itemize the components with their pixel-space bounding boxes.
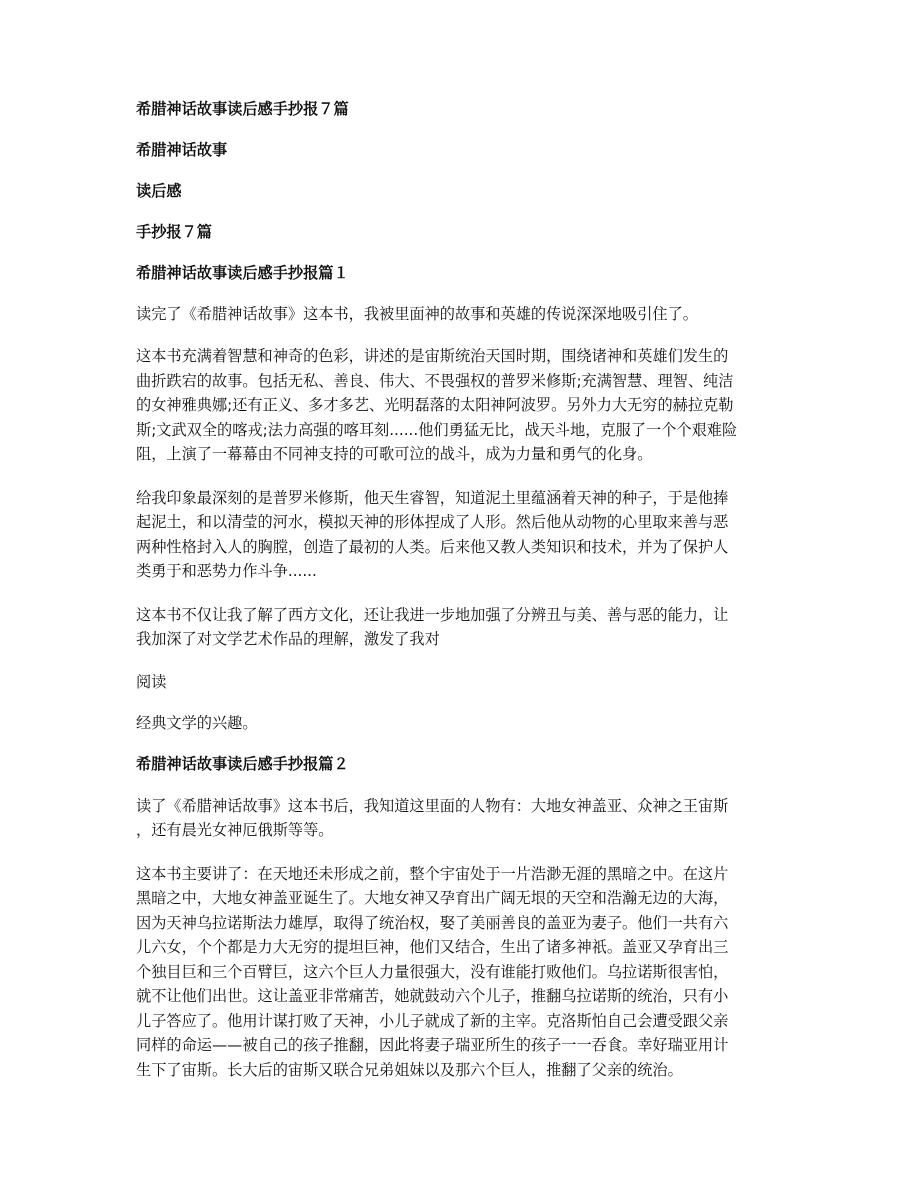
section-1-paragraph-1: 读完了《希腊神话故事》这本书，我被里面神的故事和英雄的传说深深地吸引住了。	[136, 305, 698, 323]
section-1-paragraph-4	[136, 603, 786, 652]
paragraph-line: 阻，上演了一幕幕由不同神支持的可歌可泣的战斗，成为力量和勇气的化身。	[136, 445, 653, 463]
paragraph-line: 我加深了对文学艺术作品的理解，激发了我对	[136, 630, 440, 648]
section-1-paragraph-5: 阅读	[136, 672, 167, 691]
paragraph-line: 斯;文武双全的喀戎;法力高强的喀耳刻......他们勇猛无比，战天斗地，克服了一个个艰难险	[136, 420, 738, 439]
paragraph-line: 就不让他们出世。这让盖亚非常痛苦，她就鼓动六个儿子，推翻乌拉诺斯的统治，只有小	[136, 987, 729, 1005]
paragraph-line: 因为天神乌拉诺斯法力雄厚，取得了统治权，娶了美丽善良的盖亚为妻子。他们一共有六	[136, 913, 729, 932]
paragraph-line: 这本书不仅让我了解了西方文化，还让我进一步地加强了分辨丑与美、善与恶的能力，让	[136, 605, 729, 624]
heading-review: 读后感	[136, 182, 182, 200]
document-page	[136, 98, 786, 1101]
heading-handwritten-report: 手抄报７篇	[136, 223, 212, 241]
section-1-paragraph-6: 经典文学的兴趣。	[136, 713, 258, 732]
paragraph-line: 类勇于和恶势力作斗争......	[136, 562, 317, 580]
paragraph-line: 的女神雅典娜;还有正义、多才多艺、光明磊落的太阳神阿波罗。另外力大无穷的赫拉克勒	[136, 396, 734, 414]
section-2-title: 希腊神话故事读后感手抄报篇２	[136, 754, 349, 773]
section-1-paragraph-2	[136, 344, 786, 467]
section-1-title: 希腊神话故事读后感手抄报篇１	[136, 264, 349, 282]
paragraph-line: 黑暗之中，大地女神盖亚诞生了。大地女神又孕育出广阔无垠的天空和浩瀚无边的大海，	[136, 889, 729, 907]
paragraph-line: 读了《希腊神话故事》这本书后，我知道这里面的人物有：大地女神盖亚、众神之王宙斯	[136, 796, 729, 815]
document-title: 希腊神话故事读后感手抄报７篇	[136, 100, 349, 118]
heading-greek-myths: 希腊神话故事	[136, 141, 228, 159]
paragraph-line: 儿六女，个个都是力大无穷的提坦巨神，他们又结合，生出了诸多神祇。盖亚又孕育出三	[136, 938, 729, 956]
paragraph-line: 给我印象最深刻的是普罗米修斯，他天生睿智，知道泥土里蕴涵着天神的种子，于是他捧	[136, 488, 729, 507]
section-2-paragraph-1	[136, 794, 786, 843]
section-2-paragraph-2	[136, 862, 786, 1083]
paragraph-line: 同样的命运——被自己的孩子推翻，因此将妻子瑞亚所生的孩子一一吞食。幸好瑞亚用计	[136, 1036, 729, 1054]
section-1-paragraph-3	[136, 486, 786, 584]
paragraph-line: ，还有晨光女神厄俄斯等等。	[136, 821, 334, 839]
paragraph-line: 曲折跌宕的故事。包括无私、善良、伟大、不畏强权的普罗米修斯;充满智慧、理智、纯洁	[136, 371, 734, 390]
paragraph-line: 儿子答应了。他用计谋打败了天神，小儿子就成了新的主宰。克洛斯怕自己会遭受跟父亲	[136, 1011, 729, 1030]
paragraph-line: 个独目巨和三个百臂巨，这六个巨人力量很强大，没有谁能打败他们。乌拉诺斯很害怕，	[136, 962, 729, 981]
paragraph-line: 生下了宙斯。长大后的宙斯又联合兄弟姐妹以及那六个巨人，推翻了父亲的统治。	[136, 1060, 683, 1079]
paragraph-line: 起泥土，和以清莹的河水，模拟天神的形体捏成了人形。然后他从动物的心里取来善与恶	[136, 513, 729, 531]
paragraph-line: 这本书主要讲了：在天地还未形成之前，整个宇宙处于一片浩渺无涯的黑暗之中。在这片	[136, 864, 729, 883]
paragraph-line: 这本书充满着智慧和神奇的色彩，讲述的是宙斯统治天国时期，围绕诸神和英雄们发生的	[136, 347, 729, 365]
paragraph-line: 两种性格封入人的胸膛，创造了最初的人类。后来他又教人类知识和技术，并为了保护人	[136, 537, 729, 556]
